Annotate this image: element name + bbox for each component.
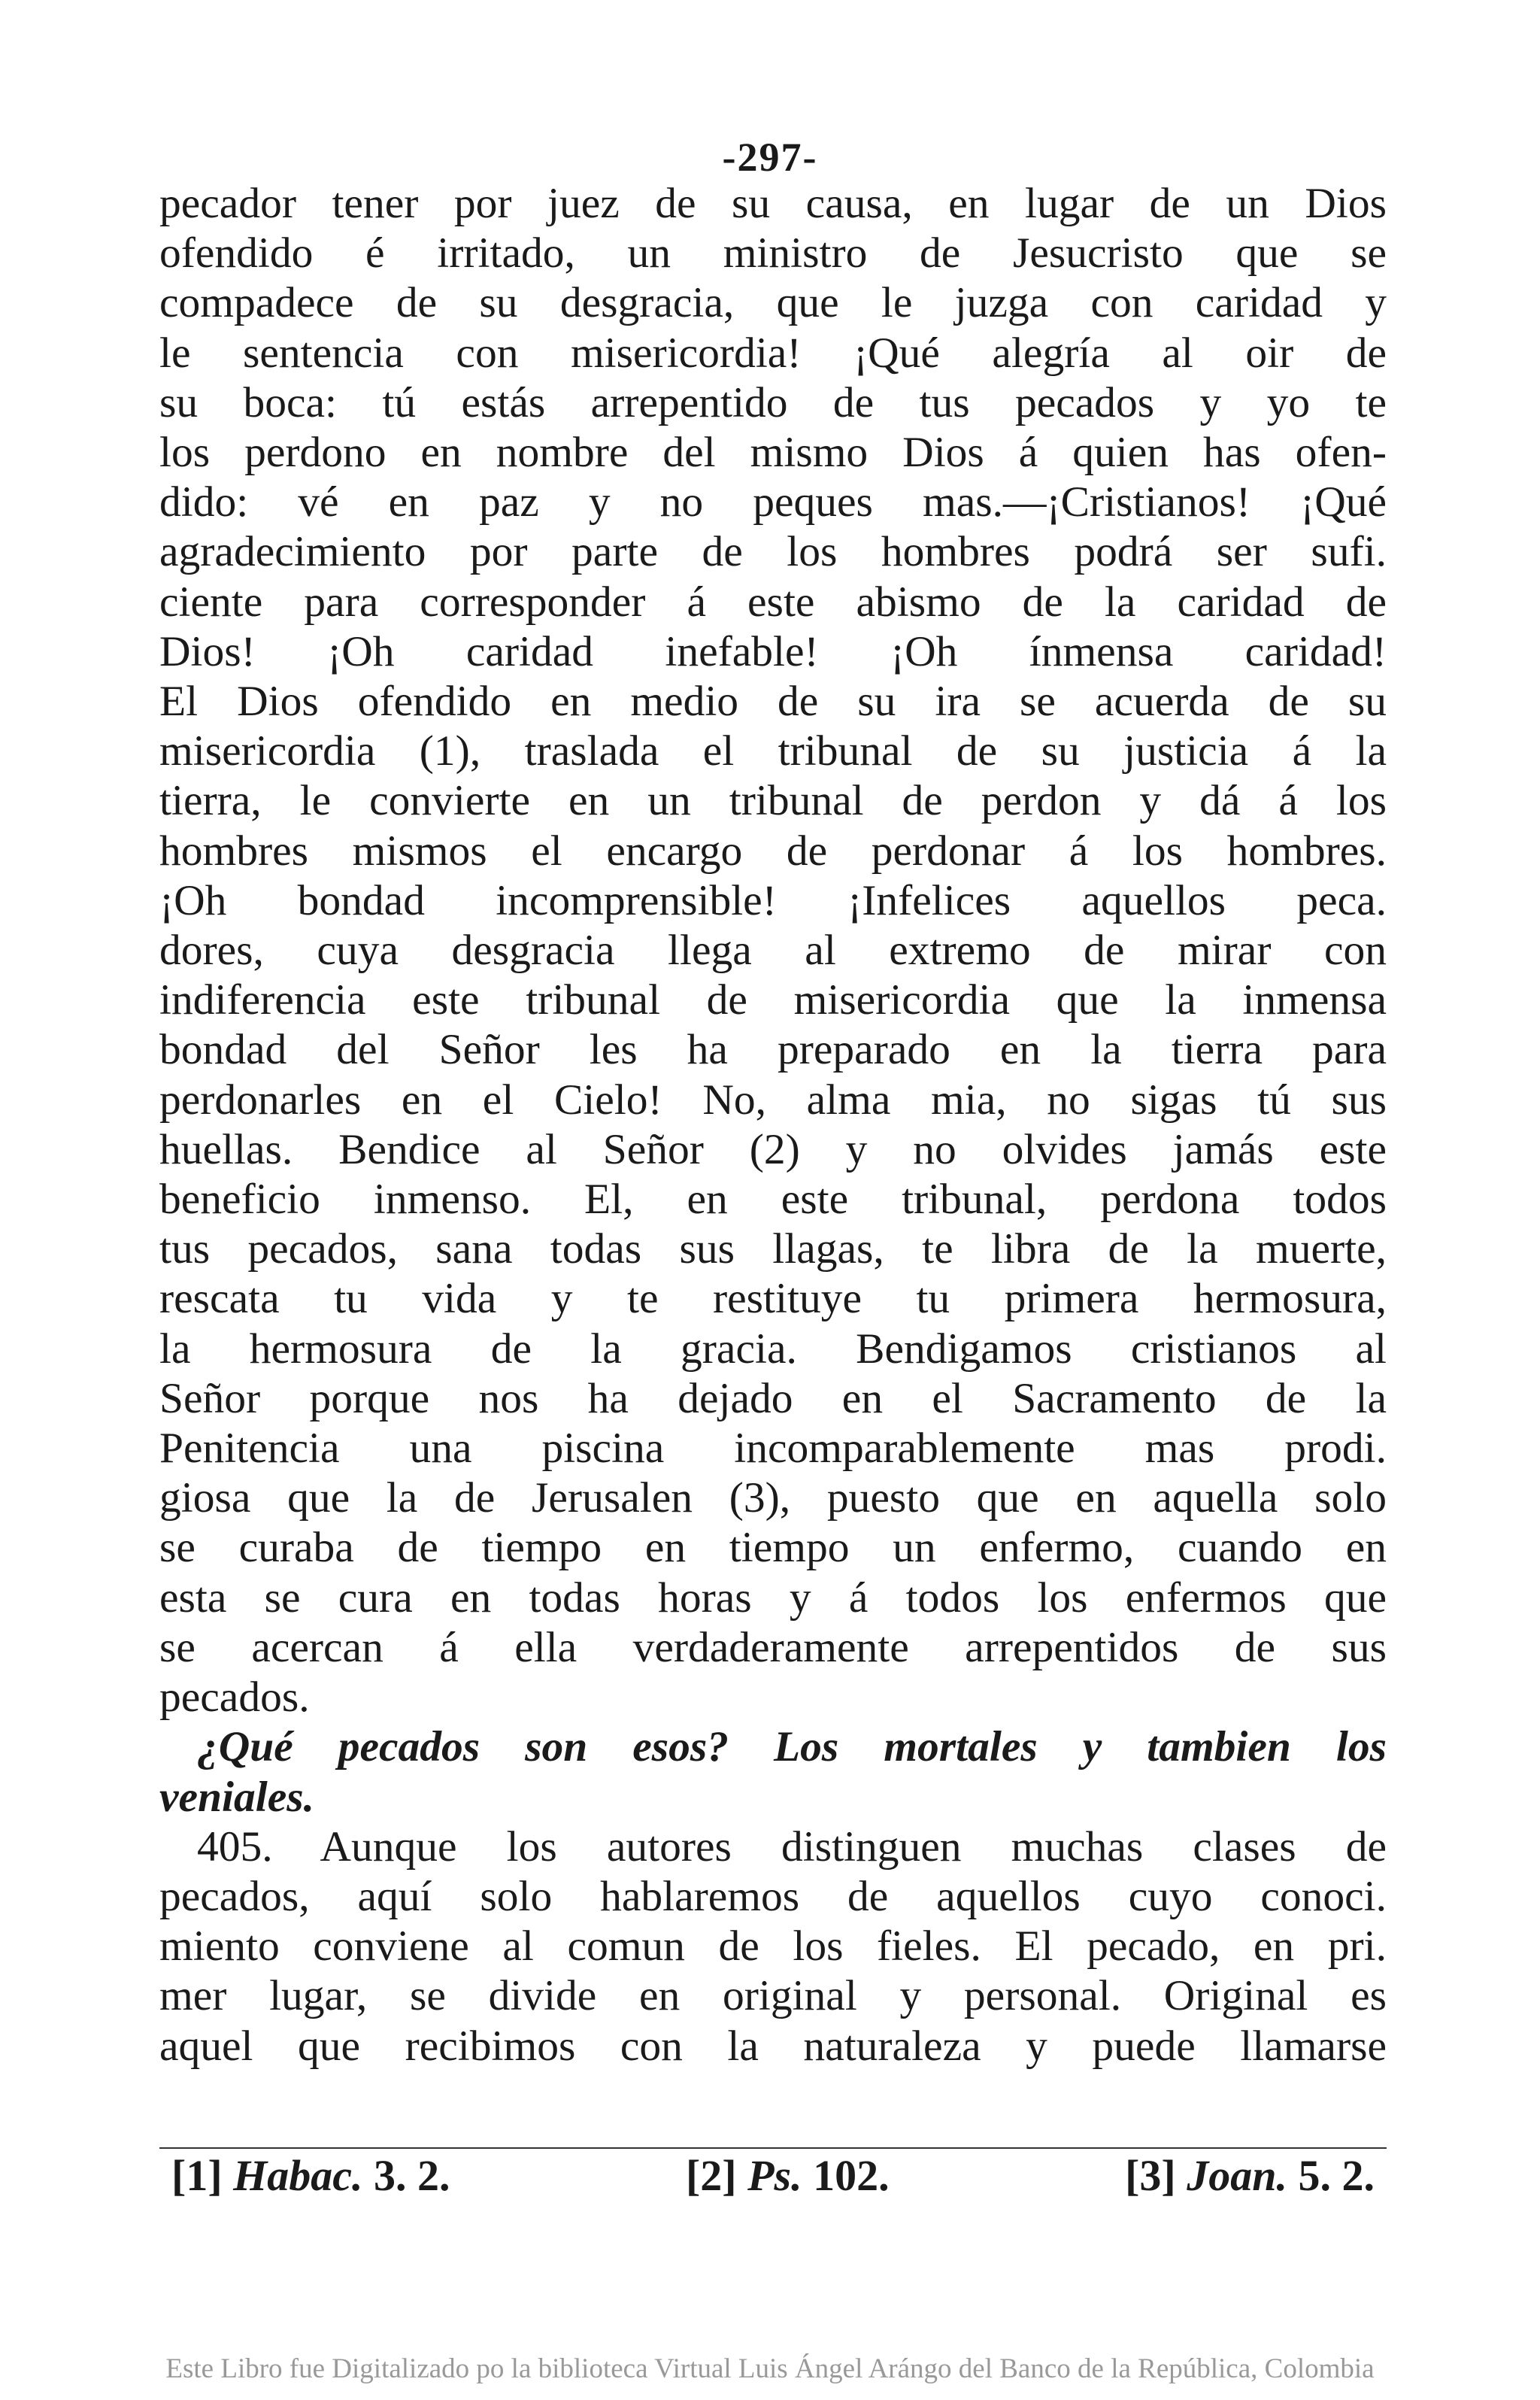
text-line: los perdono en nombre del mismo Dios á quien has ofen- xyxy=(159,429,1387,477)
text-line: se acercan á ella verdaderamente arrepentidos de sus xyxy=(159,1623,1387,1671)
footnotes xyxy=(171,2150,1375,2202)
footnote-divider xyxy=(159,2147,1387,2149)
text-line: pecados, aquí solo hablaremos de aquellos cuyo conoci. xyxy=(159,1872,1387,1920)
footnote-verse: 102. xyxy=(813,2151,890,2200)
text-line: dores, cuya desgracia llega al extremo de mirar con xyxy=(159,927,1387,975)
text-line: giosa que la de Jerusalen (3), puesto que en aquella solo xyxy=(159,1474,1387,1522)
body-text xyxy=(159,179,1387,2071)
text-line: tierra, le convierte en un tribunal de perdon y dá á los xyxy=(159,777,1387,825)
footnote-verse: 3. 2. xyxy=(374,2151,450,2200)
text-line: misericordia (1), traslada el tribunal de su justicia á la xyxy=(159,727,1387,775)
question-heading: ¿Qué pecados son esos? Los mortales y tambien los xyxy=(197,1723,1387,1771)
question-heading-end: veniales. xyxy=(159,1773,314,1821)
footnote-marker: [3] xyxy=(1125,2151,1176,2200)
text-line: perdonarles en el Cielo! No, alma mia, no sigas tú sus xyxy=(159,1076,1387,1124)
text-line: rescata tu vida y te restituye tu primera hermosura, xyxy=(159,1275,1387,1323)
digitization-watermark: Este Libro fue Digitalizado po la biblioteca Virtual Luis Ángel Arángo del Banco de la República, Colombia xyxy=(165,2353,1375,2384)
text-line: miento conviene al comun de los fieles. El pecado, en pri. xyxy=(159,1922,1387,1971)
footnote-3 xyxy=(1125,2150,1375,2202)
text-line: ¡Oh bondad incomprensible! ¡Infelices aquellos peca. xyxy=(159,876,1387,924)
text-line: Dios! ¡Oh caridad inefable! ¡Oh ínmensa caridad! xyxy=(159,627,1387,675)
footnote-marker: [1] xyxy=(171,2151,223,2200)
footnote-verse: 5. 2. xyxy=(1298,2151,1375,2200)
text-line: indiferencia este tribunal de misericordia que la inmensa xyxy=(159,976,1387,1024)
text-line: dido: vé en paz y no peques mas.—¡Cristianos! ¡Qué xyxy=(159,478,1387,526)
text-line: mer lugar, se divide en original y personal. Original es xyxy=(159,1972,1387,2020)
text-line: su boca: tú estás arrepentido de tus pecados y yo te xyxy=(159,378,1387,426)
paragraph-405-start: 405. Aunque los autores distinguen muchas clases de xyxy=(197,1822,1387,1871)
text-line: le sentencia con misericordia! ¡Qué alegría al oir de xyxy=(159,329,1387,377)
page-number: -297- xyxy=(722,135,818,180)
text-line: esta se cura en todas horas y á todos los enfermos que xyxy=(159,1573,1387,1622)
text-line: se curaba de tiempo en tiempo un enfermo, cuando en xyxy=(159,1524,1387,1572)
text-line: ciente para corresponder á este abismo de la caridad de xyxy=(159,578,1387,626)
text-line: hombres mismos el encargo de perdonar á los hombres. xyxy=(159,827,1387,875)
footnote-1 xyxy=(171,2150,450,2202)
text-line: El Dios ofendido en medio de su ira se acuerda de su xyxy=(159,678,1387,726)
text-line: agradecimiento por parte de los hombres podrá ser sufi. xyxy=(159,528,1387,576)
footnote-reference: Joan. xyxy=(1187,2151,1287,2200)
footnote-reference: Habac. xyxy=(233,2151,363,2200)
text-line: tus pecados, sana todas sus llagas, te libra de la muerte, xyxy=(159,1225,1387,1273)
text-line: compadece de su desgracia, que le juzga con caridad y xyxy=(159,279,1387,327)
text-line: la hermosura de la gracia. Bendigamos cristianos al xyxy=(159,1324,1387,1373)
text-line: pecador tener por juez de su causa, en lugar de un Dios xyxy=(159,180,1387,227)
footnote-marker: [2] xyxy=(685,2151,737,2200)
text-line: aquel que recibimos con la naturaleza y puede llamarse xyxy=(159,2022,1387,2070)
text-line: huellas. Bendice al Señor (2) y no olvides jamás este xyxy=(159,1125,1387,1173)
text-line: Señor porque nos ha dejado en el Sacramento de la xyxy=(159,1374,1387,1422)
footnote-reference: Ps. xyxy=(747,2151,802,2200)
text-line: ofendido é irritado, un ministro de Jesucristo que se xyxy=(159,229,1387,278)
text-line: beneficio inmenso. El, en este tribunal, perdona todos xyxy=(159,1176,1387,1224)
text-line: pecados. xyxy=(159,1673,310,1722)
text-line: bondad del Señor les ha preparado en la tierra para xyxy=(159,1026,1387,1074)
text-line: Penitencia una piscina incomparablemente mas prodi. xyxy=(159,1425,1387,1473)
footnote-2 xyxy=(686,2150,890,2202)
